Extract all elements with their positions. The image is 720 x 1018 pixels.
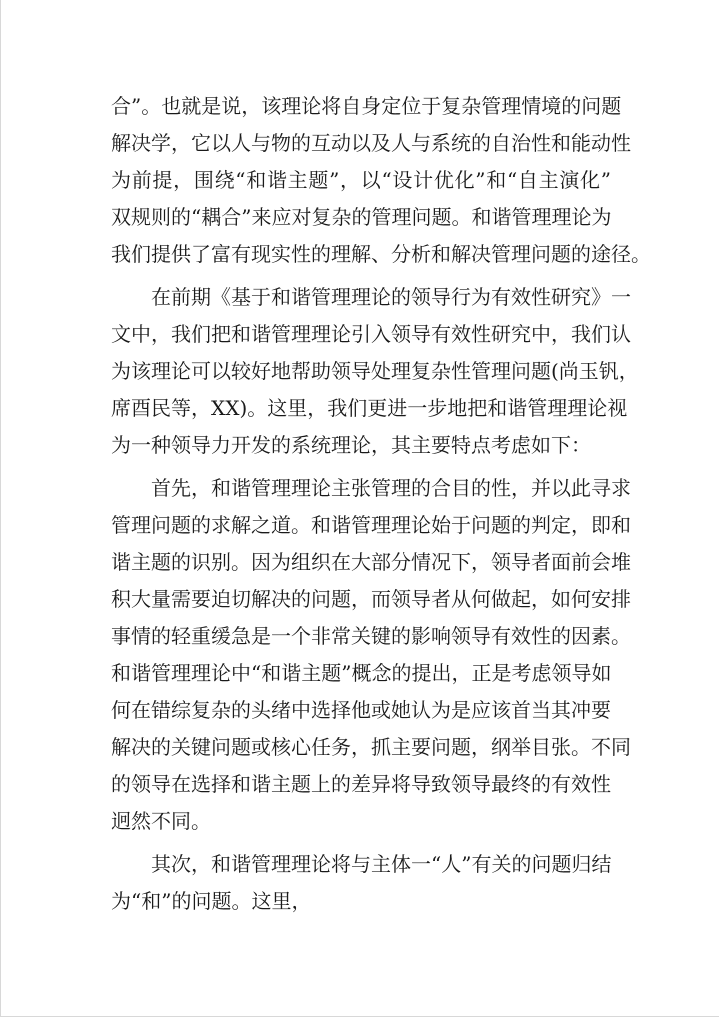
text-line: 我们提供了富有现实性的理解、分析和解决管理问题的途径。: [111, 242, 651, 266]
text-line: 合”。也就是说，该理论将自身定位于复杂管理情境的问题: [111, 94, 622, 118]
document-body: [111, 88, 651, 926]
text-line: 为前提，围绕“和谐主题”，以“设计优化”和“自主演化”: [111, 168, 611, 192]
text-line: 的领导在选择和谐主题上的差异将导致领导最终的有效性: [111, 772, 611, 796]
paragraph-3: [111, 470, 631, 840]
text-line: 其次，和谐管理理论将与主体一“人”有关的问题归结: [151, 852, 612, 876]
text-line: 在前期《基于和谐管理理论的领导行为有效性研究》一: [151, 285, 631, 309]
text-line: 首先，和谐管理理论主张管理的合目的性，并以此寻求: [151, 476, 631, 500]
text-line: 双规则的“耦合”来应对复杂的管理问题。和谐管理理论为: [111, 205, 612, 229]
text-line: 席酉民等，XX)。这里，我们更进一步地把和谐管理理论视: [111, 396, 628, 420]
paragraph-1: [111, 88, 651, 273]
text-line: 解决的关键问题或核心任务，抓主要问题，纲举目张。不同: [111, 735, 631, 759]
text-line: 解决学，它以人与物的互动以及人与系统的自治性和能动性: [111, 131, 631, 155]
text-line: 何在错综复杂的头绪中选择他或她认为是应该首当其冲要: [111, 698, 611, 722]
text-line: 为该理论可以较好地帮助领导处理复杂性管理问题(尚玉钒，: [111, 359, 639, 383]
text-line: 管理问题的求解之道。和谐管理理论始于问题的判定，即和: [111, 513, 631, 537]
text-line: 和谐管理理论中“和谐主题”概念的提出，正是考虑领导如: [111, 661, 612, 685]
text-line: 谐主题的识别。因为组织在大部分情况下，领导者面前会堆: [111, 550, 631, 574]
text-line: 积大量需要迫切解决的问题，而领导者从何做起，如何安排: [111, 587, 631, 611]
text-line: 为“和”的问题。这里，: [111, 889, 312, 913]
text-line: 文中，我们把和谐管理理论引入领导有效性研究中，我们认: [111, 322, 631, 346]
text-line: 迥然不同。: [111, 809, 211, 833]
paragraph-4: [111, 846, 611, 920]
paragraph-2: [111, 279, 639, 464]
text-line: 为一种领导力开发的系统理论，其主要特点考虑如下：: [111, 433, 591, 457]
text-line: 事情的轻重缓急是一个非常关键的影响领导有效性的因素。: [111, 624, 631, 648]
